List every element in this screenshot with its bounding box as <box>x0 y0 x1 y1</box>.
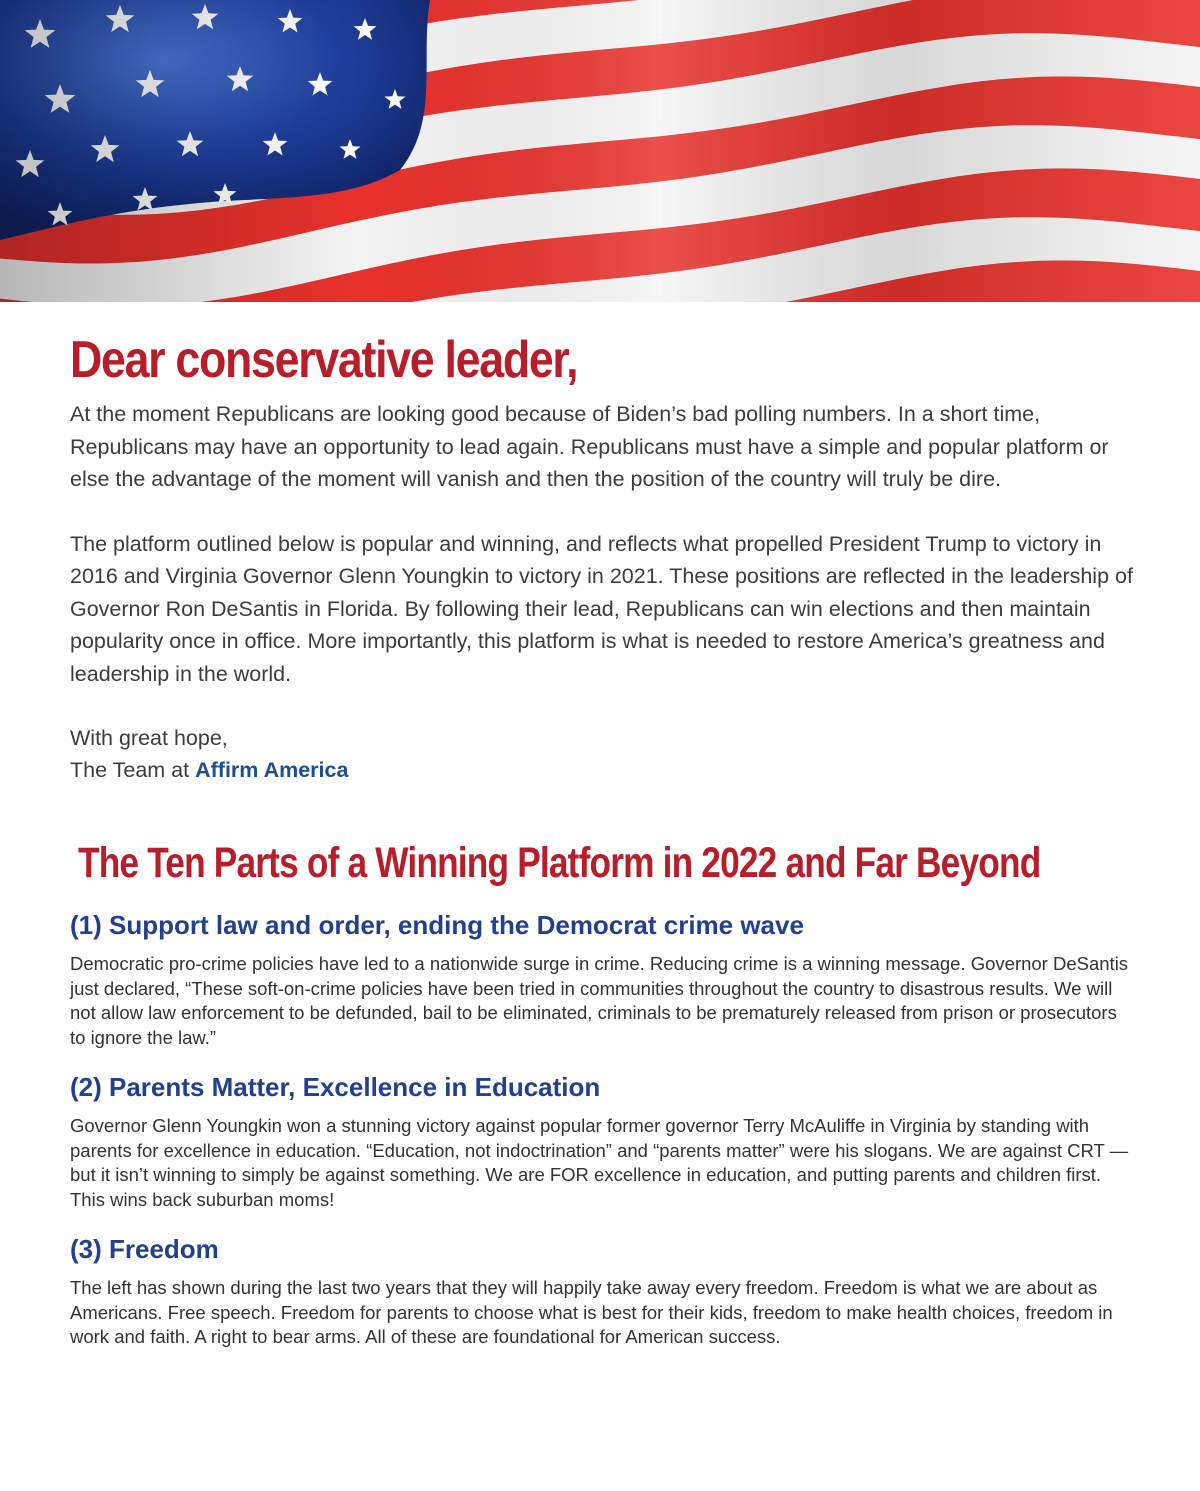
greeting-headline: Dear conservative leader, <box>70 331 578 389</box>
point-heading: (2) Parents Matter, Excellence in Education <box>70 1072 601 1102</box>
intro-paragraph: At the moment Republicans are looking good because of Biden’s bad polling numbers. In a short time, Republicans may have an opportunity to lead again. Republicans must have a simple and popular platform or else the advantage of the moment will vanish and then the position of the country will truly be dire. <box>70 402 1109 491</box>
intro-paragraph: The platform outlined below is popular and winning, and reflects what propelled President Trump to victory in 2016 and Virginia Governor Glenn Youngkin to victory in 2021. These positions are reflected in the leadership of Governor Ron DeSantis in Florida. By following their lead, Republicans can win elections and then maintain popularity once in office. More importantly, this platform is what is needed to restore America’s greatness and leadership in the world. <box>70 531 1133 686</box>
platform-point <box>70 908 1135 1050</box>
platform-point <box>70 1070 1135 1212</box>
point-body: The left has shown during the last two years that they will happily take away every freedom. Freedom is what we are about as Americans. Free speech. Freedom for parents to choose what is best for their kids, freedom to make health choices, freedom in work and faith. A right to bear arms. All of these are foundational for American success. <box>70 1277 1113 1347</box>
american-flag-banner <box>0 0 1200 302</box>
point-body: Governor Glenn Youngkin won a stunning victory against popular former governor Terry McAuliffe in Virginia by standing with parents for excellence in education. “Education, not indoctrination” and “parents matter” were his slogans. We are against CRT — but it isn’t winning to simply be against something. We are FOR excellence in education, and putting parents and children first. This wins back suburban moms! <box>70 1115 1129 1210</box>
letter-content <box>70 302 1135 1350</box>
brand-name: Affirm America <box>195 758 349 782</box>
point-heading: (3) Freedom <box>70 1234 219 1264</box>
closing-line: With great hope, <box>70 726 228 750</box>
platform-title: The Ten Parts of a Winning Platform in 2022 and Far Beyond <box>78 839 1041 887</box>
platform-point <box>70 1232 1135 1350</box>
signature-line <box>70 754 1135 786</box>
american-flag-icon <box>0 0 1200 302</box>
point-body: Democratic pro-crime policies have led to a nationwide surge in crime. Reducing crime is a winning message. Governor DeSantis just declared, “These soft-on-crime policies have been tried in communities throughout the country to disastrous results. We will not allow law enforcement to be defunded, bail to be eliminated, criminals to be prematurely released from prison or prosecutors to ignore the law.” <box>70 953 1129 1048</box>
signature-prefix: The Team at <box>70 758 196 782</box>
intro-paragraphs <box>70 398 1135 690</box>
point-heading: (1) Support law and order, ending the Democrat crime wave <box>70 910 804 940</box>
